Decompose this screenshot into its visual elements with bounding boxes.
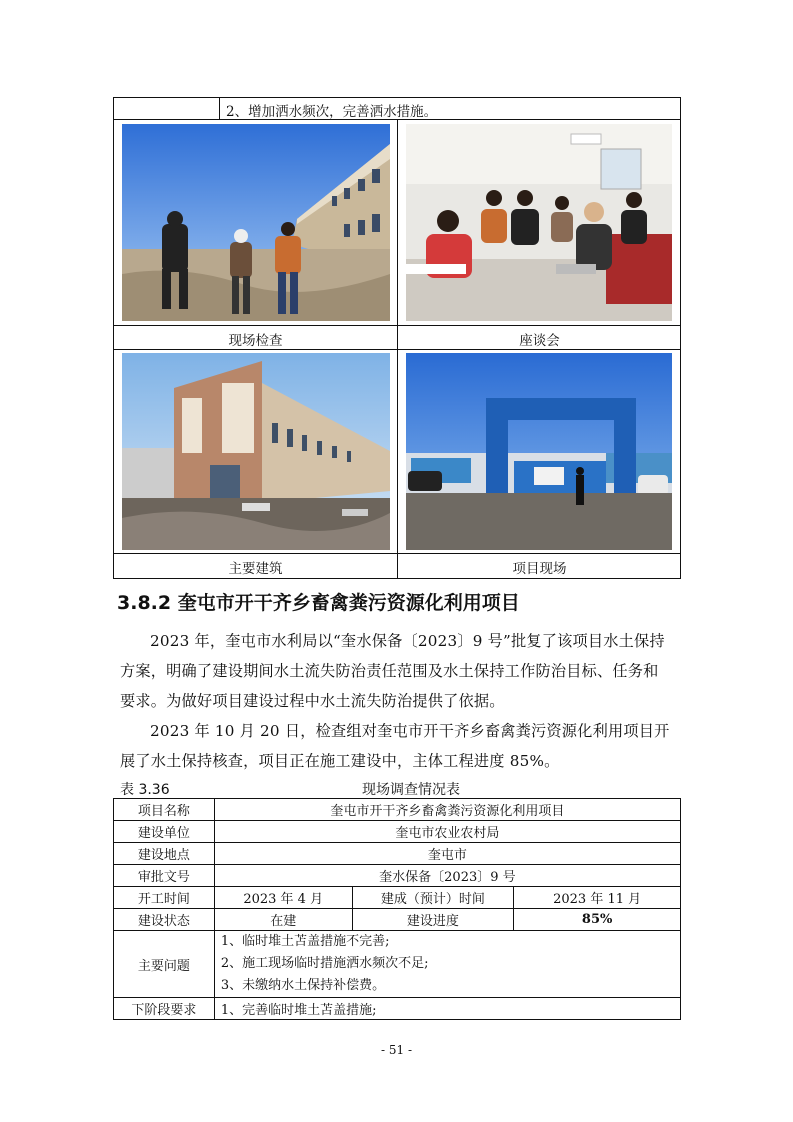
unit-label: 建设单位 xyxy=(114,821,215,843)
photo-table-top-note: 2、增加洒水频次，完善洒水措施。 xyxy=(226,104,438,120)
photo-site-inspection xyxy=(122,124,390,321)
table-row xyxy=(114,998,681,1020)
paragraph-line: 2023 年 10 月 20 日，检查组对奎屯市开干齐乡畜禽粪污资源化利用项目开 xyxy=(150,722,670,740)
project-name-label: 项目名称 xyxy=(114,799,215,821)
caption-project-site: 项目现场 xyxy=(512,561,567,577)
progress-label: 建设进度 xyxy=(352,909,514,931)
caption-site-inspection: 现场检查 xyxy=(228,333,283,349)
photo-row-divider xyxy=(114,325,680,326)
finish-label: 建成（预计）时间 xyxy=(352,887,514,909)
site-survey-table xyxy=(113,798,681,1020)
approval-value: 奎水保备〔2023〕9 号 xyxy=(214,865,680,887)
issue-item: 3、未缴纳水土保持补偿费。 xyxy=(220,978,386,993)
issue-item: 1、临时堆土苫盖措施不完善; xyxy=(220,934,390,949)
photo-table-top-left-cell xyxy=(114,98,220,119)
caption-meeting: 座谈会 xyxy=(519,333,560,349)
table-title: 现场调查情况表 xyxy=(362,782,460,798)
start-value: 2023 年 4 月 xyxy=(214,887,352,909)
caption-main-building: 主要建筑 xyxy=(228,561,283,577)
table-row xyxy=(114,821,681,843)
section-heading: 3.8.2 奎屯市开干齐乡畜禽粪污资源化利用项目 xyxy=(117,592,520,614)
next-label: 下阶段要求 xyxy=(114,998,215,1020)
table-row xyxy=(114,931,681,998)
photo-row-divider xyxy=(114,349,680,350)
table-row xyxy=(114,865,681,887)
approval-label: 审批文号 xyxy=(114,865,215,887)
issues-value xyxy=(214,931,680,998)
unit-value: 奎屯市农业农村局 xyxy=(214,821,680,843)
location-value: 奎屯市 xyxy=(214,843,680,865)
location-label: 建设地点 xyxy=(114,843,215,865)
table-row xyxy=(114,799,681,821)
paragraph-line: 2023 年，奎屯市水利局以“奎水保备〔2023〕9 号”批复了该项目水土保持 xyxy=(150,632,665,650)
table-row xyxy=(114,887,681,909)
issue-item: 2、施工现场临时措施洒水频次不足; xyxy=(220,956,429,971)
table-row xyxy=(114,843,681,865)
paragraph-inspection xyxy=(120,716,682,776)
progress-value: 85% xyxy=(514,909,681,931)
paragraph-line: 要求。为做好项目建设过程中水土流失防治提供了依据。 xyxy=(120,692,505,710)
status-value: 在建 xyxy=(214,909,352,931)
page-number: - 51 - xyxy=(380,1043,412,1057)
table-row xyxy=(114,909,681,931)
finish-value: 2023 年 11 月 xyxy=(514,887,681,909)
paragraph-approval xyxy=(120,626,682,716)
photo-meeting xyxy=(406,124,672,321)
paragraph-line: 展了水土保持核查，项目正在施工建设中，主体工程进度 85%。 xyxy=(120,752,560,770)
photo-project-site xyxy=(406,353,672,550)
photo-row-divider xyxy=(114,553,680,554)
photo-main-building xyxy=(122,353,390,550)
issues-label: 主要问题 xyxy=(114,931,215,998)
photo-table-top-row xyxy=(114,98,680,120)
photo-table xyxy=(113,97,681,579)
status-label: 建设状态 xyxy=(114,909,215,931)
project-name-value: 奎屯市开干齐乡畜禽粪污资源化利用项目 xyxy=(214,799,680,821)
start-label: 开工时间 xyxy=(114,887,215,909)
paragraph-line: 方案，明确了建设期间水土流失防治责任范围及水土保持工作防治目标、任务和 xyxy=(120,662,659,680)
table-number: 表 3.36 xyxy=(120,782,170,798)
requirement-item: 1、完善临时堆土苫盖措施; xyxy=(220,1003,377,1018)
next-value xyxy=(214,998,680,1020)
